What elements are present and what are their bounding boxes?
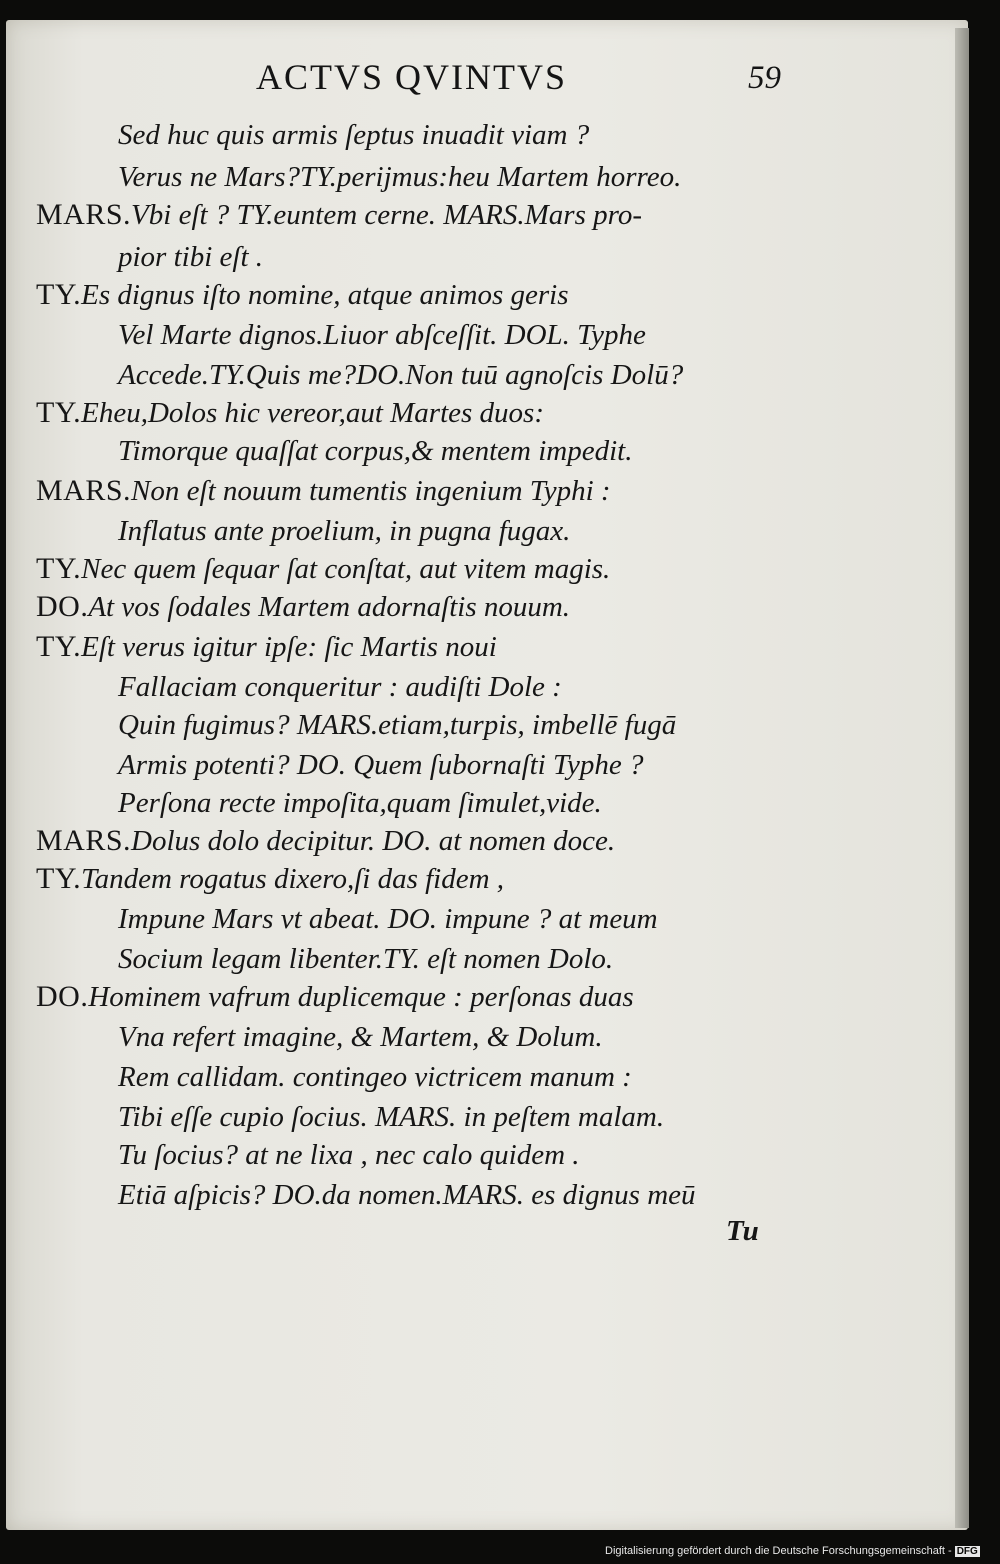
text-line <box>36 862 504 896</box>
text-line <box>118 118 589 152</box>
verse-text: Eſt verus igitur ipſe: ſic Martis noui <box>81 631 497 663</box>
speaker-label: DO. <box>36 980 89 1013</box>
verse-text: Vbi eſt ? TY.euntem cerne. MARS.Mars pro- <box>131 199 642 231</box>
verse-text: Eheu,Dolos hic vereor,aut Martes duos: <box>81 397 544 429</box>
catchword: Tu <box>726 1215 759 1247</box>
text-line <box>36 278 568 312</box>
text-line <box>36 630 497 664</box>
verse-text: Verus ne Mars?TY.perijmus:heu Martem horreo. <box>118 161 682 193</box>
verse-text: Tu ſocius? at ne lixa , nec calo quidem . <box>118 1139 580 1171</box>
verse-text: Armis potenti? DO. Quem ſubornaſti Typhe ? <box>118 749 644 781</box>
verse-text: Tibi eſſe cupio ſocius. MARS. in peſtem malam. <box>118 1101 665 1133</box>
verse-text: Nec quem ſequar ſat conſtat, aut vitem magis. <box>81 553 611 585</box>
text-line <box>118 1100 664 1134</box>
verse-text: Etiā aſpicis? DO.da nomen.MARS. es dignus meū <box>118 1179 696 1211</box>
page-number: 59 <box>748 60 781 96</box>
text-line <box>36 824 615 858</box>
verse-text: Tandem rogatus dixero,ſi das fidem , <box>81 863 505 895</box>
text-line <box>118 358 683 392</box>
text-line <box>118 1178 696 1212</box>
verse-text: Vna refert imagine, & Martem, & Dolum. <box>118 1021 603 1053</box>
text-line <box>36 980 634 1014</box>
verse-text: Dolus dolo decipitur. DO. at nomen doce. <box>131 825 616 857</box>
text-line <box>118 786 602 820</box>
text-line <box>118 318 646 352</box>
verse-text: Fallaciam conqueritur : audiſti Dole : <box>118 671 562 703</box>
verse-text: Impune Mars vt abeat. DO. impune ? at meum <box>118 903 658 935</box>
speaker-label: TY. <box>36 552 82 585</box>
verse-text: Inflatus ante proelium, in pugna fugax. <box>118 515 571 547</box>
verse-text: Hominem vafrum duplicemque : perſonas duas <box>88 981 634 1013</box>
footer-text: Digitalisierung gefördert durch die Deutsche Forschungsgemeinschaft - <box>605 1545 952 1557</box>
verse-text: Quin fugimus? MARS.etiam,turpis, imbellē fugā <box>118 709 677 741</box>
text-line <box>118 240 263 274</box>
text-line <box>118 1060 632 1094</box>
speaker-label: TY. <box>36 396 82 429</box>
text-line <box>118 1138 580 1172</box>
speaker-label: MARS. <box>36 198 132 231</box>
dfg-logo-icon: DFG <box>956 1546 978 1557</box>
text-line <box>118 434 632 468</box>
verse-text: Timorque quaſſat corpus,& mentem impedit. <box>118 435 633 467</box>
page-edge <box>955 28 969 1528</box>
verse-text: Accede.TY.Quis me?DO.Non tuū agnoſcis Dolū? <box>118 359 684 391</box>
running-head: ACTVS QVINTVS <box>256 57 568 97</box>
speaker-label: MARS. <box>36 824 132 857</box>
text-line <box>118 902 658 936</box>
text-line <box>118 942 613 976</box>
text-line <box>36 198 642 232</box>
text-line <box>118 160 681 194</box>
text-line <box>118 670 562 704</box>
book-page <box>6 20 968 1530</box>
verse-text: Socium legam libenter.TY. eſt nomen Dolo. <box>118 943 614 975</box>
text-line <box>118 748 643 782</box>
text-line <box>118 708 676 742</box>
verse-text: Es dignus iſto nomine, atque animos geris <box>81 279 569 311</box>
text-line <box>36 396 544 430</box>
text-line <box>36 590 570 624</box>
verse-text: Sed huc quis armis ſeptus inuadit viam ? <box>118 119 590 151</box>
text-line <box>118 514 570 548</box>
verse-text: Rem callidam. contingeo victricem manum : <box>118 1061 632 1093</box>
verse-text: Perſona recte impoſita,quam ſimulet,vide. <box>118 787 602 819</box>
speaker-label: TY. <box>36 630 82 663</box>
text-line <box>118 1020 603 1054</box>
verse-text: At vos ſodales Martem adornaſtis nouum. <box>88 591 571 623</box>
footer-credit <box>605 1545 980 1557</box>
verse-text: pior tibi eſt . <box>118 241 263 273</box>
verse-text: Vel Marte dignos.Liuor abſceſſit. DOL. Typhe <box>118 319 646 351</box>
verse-text: Non eſt nouum tumentis ingenium Typhi : <box>131 475 611 507</box>
speaker-label: TY. <box>36 278 82 311</box>
text-line <box>36 474 611 508</box>
speaker-label: TY. <box>36 862 82 895</box>
speaker-label: DO. <box>36 590 89 623</box>
text-line <box>36 552 610 586</box>
speaker-label: MARS. <box>36 474 132 507</box>
